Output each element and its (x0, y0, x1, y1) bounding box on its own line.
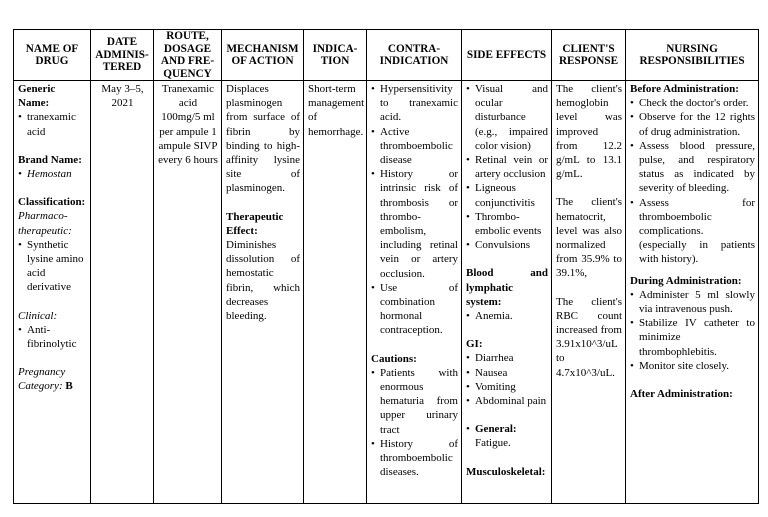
blood-lymphatic-item: • Anemia. (466, 309, 548, 323)
during-item: • Administer 5 ml slowly via intravenous push. (630, 288, 755, 316)
after-administration-label: After Administration: (630, 388, 733, 401)
contraindication-item: • Hypersensitivity to tranexamic acid. (371, 82, 458, 125)
therapeutic-effect-label: Therapeutic Effect: (226, 210, 284, 237)
response-rbc: The client's RBC count increased from 3.91x10^3/uL to 4.7x10^3/uL. (556, 295, 622, 379)
side-effect-item: • Retinal vein or artery occlusion (466, 153, 548, 181)
before-item: • Assess for thromboembolic complications. (630, 196, 755, 239)
contraindication-item: • History or intrinsic risk of thrombosis or thrombo-embolism, including retinal vein or artery occlusion. (371, 167, 458, 281)
drug-study-page (13, 29, 758, 504)
col-header-indication: INDICA-TION (304, 30, 367, 81)
gi-item: • Abdominal pain (466, 394, 548, 408)
caution-item: • History of thromboembolic diseases. (371, 437, 458, 480)
cell-side-effects (462, 81, 552, 504)
cell-mechanism (222, 81, 304, 504)
pregnancy-label: Pregnancy Category: (18, 366, 66, 393)
general-side-effect (466, 422, 548, 450)
before-administration-label: Before Administration: (630, 83, 739, 95)
caution-item: • Patients with enormous hematuria from upper urinary tract (371, 366, 458, 437)
indication-text: Short-term management of hemorrhage. (308, 83, 365, 138)
brand-name-label: Brand Name: (18, 153, 82, 166)
general-label: General: (475, 423, 517, 436)
cell-indication (304, 81, 367, 504)
col-header-route: ROUTE, DOSAGE AND FRE-QUENCY (154, 30, 222, 81)
side-effect-item: • Visual and ocular disturbance (e.g., impaired color vision) (466, 82, 548, 153)
col-header-clients-response: CLIENT'S RESPONSE (552, 30, 626, 81)
pregnancy-value: B (65, 380, 73, 393)
pregnancy-category (18, 365, 87, 393)
cell-nursing-responsibilities (626, 81, 759, 504)
pharmaco-value: • Synthetic lysine amino acid derivative (18, 238, 87, 295)
response-hemoglobin: The client's hemoglobin level was improved from 12.2 g/mL to 13.1 g/mL. (556, 83, 622, 181)
col-header-side-effects: SIDE EFFECTS (462, 30, 552, 81)
before-item: • Assess blood pressure, pulse, and respiratory status as indicated by severity of bleeding. (630, 139, 755, 196)
blood-lymphatic-label: Blood and lymphatic system: (466, 267, 548, 308)
cell-date (91, 81, 154, 504)
route-dosage: 100mg/5 ml per ampule 1 ampule SIVP every 6 hours (158, 111, 218, 167)
gi-label: GI: (466, 338, 483, 351)
gi-item: • Vomiting (466, 380, 548, 394)
col-header-nursing-responsibilities: NURSING RESPONSIBILITIES (626, 30, 759, 81)
during-item: • Stabilize IV catheter to minimize thrombophlebitis. (630, 316, 755, 359)
header-row (14, 30, 759, 81)
therapeutic-effect-text: Diminishes dissolution of hemostatic fibrin, which decreases bleeding. (226, 239, 300, 323)
response-hematocrit: The client's hematocrit, level was also normalized from 35.9% to 39.1%, (556, 196, 622, 280)
generic-name-label: Generic Name: (18, 83, 56, 110)
side-effect-item: • Convulsions (466, 238, 548, 252)
col-header-mechanism: MECHANISM OF ACTION (222, 30, 304, 81)
clinical-value: • Anti-fibrinolytic (18, 323, 87, 351)
cell-contraindication (367, 81, 462, 504)
classification-label: Classification: (18, 196, 86, 209)
col-header-contraindication: CONTRA-INDICATION (367, 30, 462, 81)
musculoskeletal-label: Musculoskeletal: (466, 465, 546, 478)
side-effect-item: • Ligneous conjunctivitis (466, 181, 548, 209)
gi-item: • Nausea (466, 366, 548, 380)
before-item: • Observe for the 12 rights of drug administration. (630, 110, 755, 138)
drug-row (14, 81, 759, 504)
route-drug: Tranexamic acid (161, 83, 215, 110)
brand-name-value: • Hemostan (18, 167, 87, 181)
gi-item: • Diarrhea (466, 351, 548, 365)
contraindication-item: • Active thromboembolic disease (371, 125, 458, 168)
before-item: • Check the doctor's order. (630, 96, 755, 110)
before-note: (especially in patients with history). (639, 239, 755, 266)
clinical-label: Clinical: (18, 309, 58, 322)
drug-study-table (13, 29, 759, 504)
col-header-name-of-drug: NAME OF DRUG (14, 30, 91, 81)
contraindication-item: • Use of combination hormonal contraception. (371, 281, 458, 338)
during-administration-label: During Administration: (630, 274, 742, 287)
cell-name-of-drug (14, 81, 91, 504)
during-item: • Monitor site closely. (630, 359, 755, 373)
cell-clients-response (552, 81, 626, 504)
side-effect-item: • Thrombo-embolic events (466, 210, 548, 238)
generic-name-value: • tranexamic acid (18, 110, 87, 138)
cautions-label: Cautions: (371, 352, 417, 365)
cell-route (154, 81, 222, 504)
pharmaco-label: Pharmaco-therapeutic: (18, 210, 72, 237)
col-header-date: DATE ADMINIS-TERED (91, 30, 154, 81)
general-value: Fatigue. (475, 437, 511, 450)
mechanism-text: Displaces plasminogen from surface of fibrin by binding to high-affinity lysine site of plasminogen. (226, 83, 300, 195)
date-administered: May 3–5, 2021 (101, 83, 144, 110)
